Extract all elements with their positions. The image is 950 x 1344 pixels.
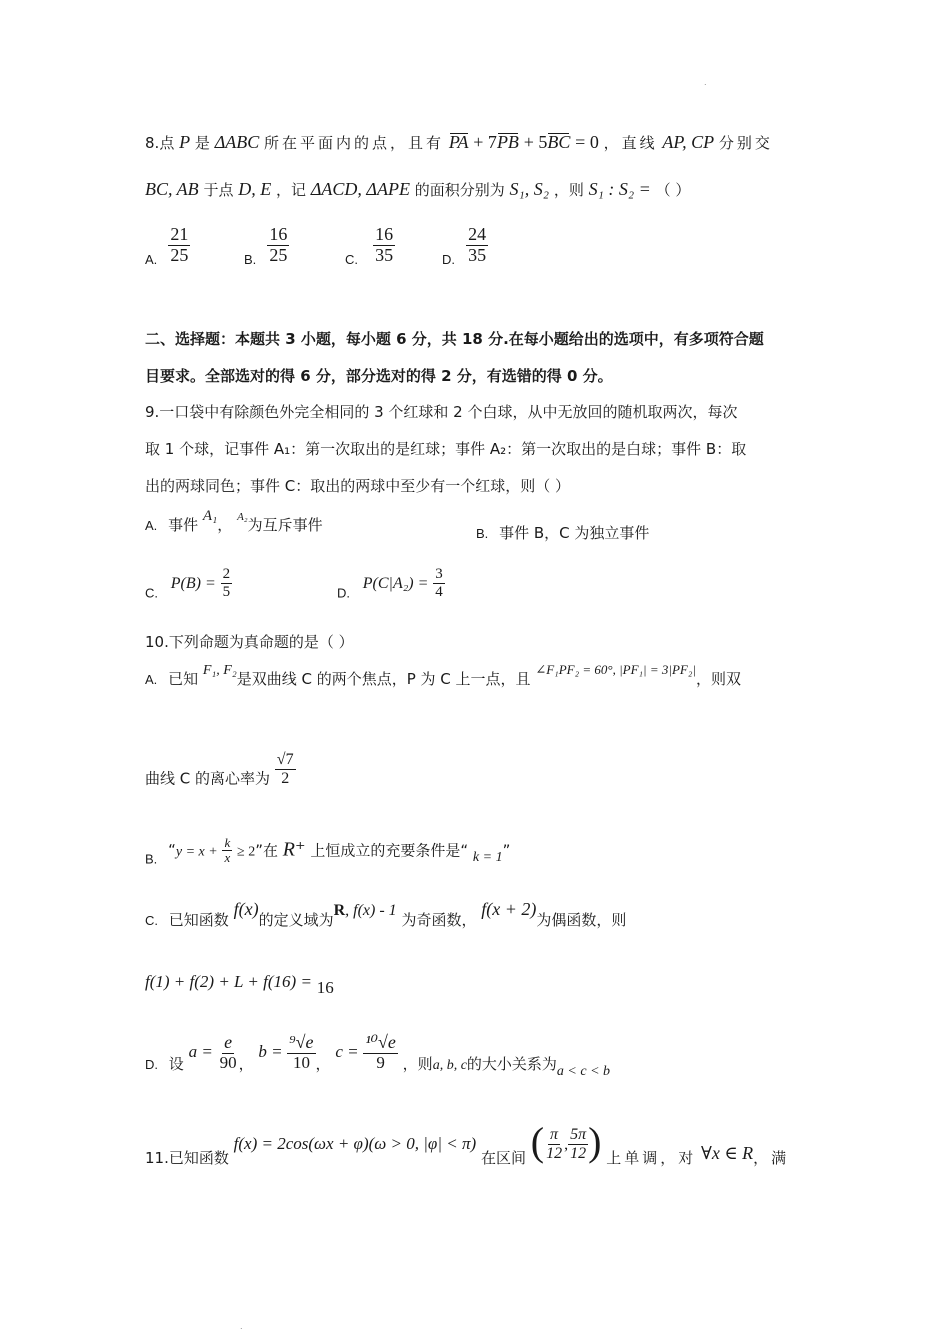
section2-heading-line2: 目要求。全部选对的得 6 分，部分选对的得 2 分，有选错的得 0 分。 [145,367,613,385]
q11-stem: 11.已知函数 f(x) = 2cos(ωx + φ)(ω > 0, |φ| < π) 在区间 ( $\frac{\pi}{12}$ , $\frac{5\pi}{12}$ ) 上单调，对 ∀x ∈ R，满 [145,1119,790,1167]
q9-option-d[interactable]: D. P(C|A₂) = $\frac{3}{4}$ [337,566,443,601]
q9-stem-line1: 9.一口袋中有除颜色外完全相同的 3 个红球和 2 个白球，从中无放回的随机取两次，每次 [145,403,738,421]
q10-option-a[interactable]: A. 已知 F₁, F₂是双曲线 C 的两个焦点，P 为 C 上一点，且 ∠F₁PF₂ = 60°, |PF₁| = 3|PF₂|，则双 [145,662,741,688]
q8-option-d[interactable]: $_{D.}$ $\frac{24}{35}$ [442,224,487,267]
corner-mark: . [704,78,707,87]
q9-option-b[interactable]: B. 事件 B，C 为独立事件 [476,524,650,542]
q8-line2: BC, AB 于点 D, E ，记 ΔACD, ΔAPE 的面积分别为 S₁, S₂ ，则 S₁ : S₂ = （ ） [145,179,691,199]
q8-option-c[interactable]: $_{C.}$ $\frac{16}{35}$ [345,224,394,267]
q8-line1: 8.点 P 是 ΔABC 所在平面内的点，且有 PA + 7PB + 5BC = 0 ，直线 AP, CP 分别交 [145,132,773,152]
section2-heading-line1: 二、选择题：本题共 3 小题，每小题 6 分，共 18 分.在每小题给出的选项中，有多项符合题 [145,330,764,348]
q10-option-d[interactable]: D. 设 a = $\frac{e}{90}$ ， b = $\frac{\text{⁹√e}}{10}$ ， c = $\frac{\text{¹⁰√e}}{9}$ ，则a, b, c的大小关系为a < c < b [145,1032,611,1080]
q9-option-a[interactable]: A. 事件 A₁， $^{A_2}$为互斥事件 [145,508,323,534]
q9-option-c[interactable]: C. P(B) = $\frac{2}{5}$ [145,566,231,601]
q8-option-b[interactable]: $_{B.}$ $\frac{16}{25}$ [244,224,288,267]
vector-pa: PA [448,132,469,152]
q10-option-c[interactable]: C. 已知函数 f(x)的定义域为R, f(x) - 1 为奇函数， f(x + 2)为偶函数，则 [145,899,627,929]
q9-stem-line2: 取 1 个球，记事件 A₁：第一次取出的是红球；事件 A₂：第一次取出的是白球；事件 B：取 [145,440,747,458]
vector-bc: BC [547,132,571,152]
q10-option-b[interactable]: B. “y = x + $\frac{k}{x}$ ≥ 2”在 R⁺ 上恒成立的充要条件是“ k = 1” [145,835,511,867]
vector-pb: PB [496,132,519,152]
q10-option-c-sum: f(1) + f(2) + L + f(16) = 16 [145,972,334,997]
q8-option-a[interactable]: $_{A.}$ $\frac{21}{25}$ [145,224,189,267]
q10-option-a-cont: 曲线 C 的离心率为 $\frac{√7}{2}$ [145,751,294,788]
corner-mark-bottom: . [240,1322,243,1331]
q9-stem-line3: 出的两球同色；事件 C：取出的两球中至少有一个红球，则（ ） [145,477,571,495]
q10-stem: 10.下列命题为真命题的是（ ） [145,633,354,651]
